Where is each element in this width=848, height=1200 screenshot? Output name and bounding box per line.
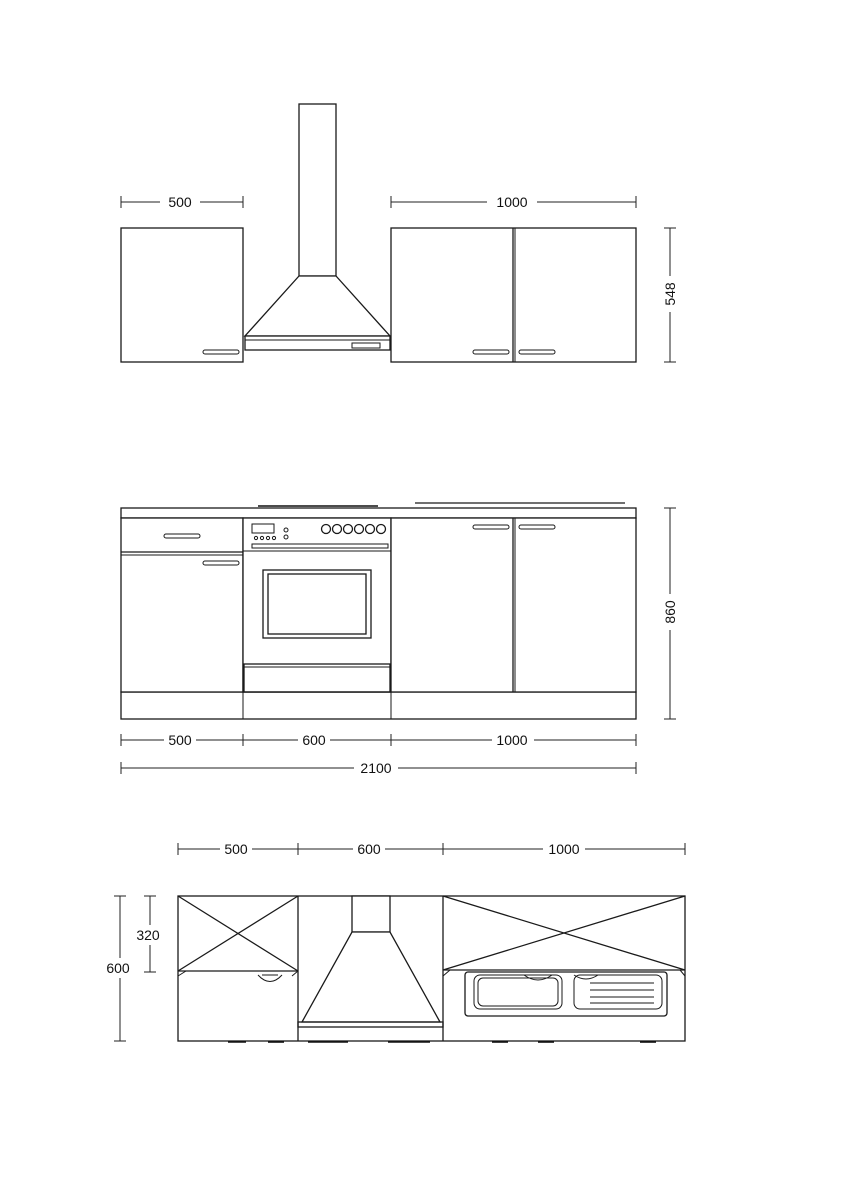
dim-label-lower-seg-2: 600 bbox=[302, 732, 326, 748]
dim-label-plan-seg-2: 600 bbox=[357, 841, 381, 857]
dim-lower-height bbox=[660, 508, 680, 719]
dim-label-plan-seg-1: 500 bbox=[224, 841, 248, 857]
base-cabinet-right bbox=[391, 518, 636, 692]
dim-label-plan-depth-upper: 320 bbox=[136, 927, 160, 943]
dim-label-plan-seg-3: 1000 bbox=[548, 841, 580, 857]
dim-label-lower-seg-1: 500 bbox=[168, 732, 192, 748]
dim-plan-depths bbox=[102, 896, 164, 1041]
dim-label-lower-seg-3: 1000 bbox=[496, 732, 528, 748]
dim-label-upper-height: 548 bbox=[662, 282, 678, 306]
wall-cabinet-right bbox=[391, 228, 636, 362]
dim-label-upper-right: 1000 bbox=[496, 194, 528, 210]
upper-elevation bbox=[121, 104, 680, 362]
dim-label-plan-depth-total: 600 bbox=[106, 960, 130, 976]
dim-upper-left-width bbox=[121, 192, 243, 212]
worktop bbox=[121, 508, 636, 518]
plinth bbox=[121, 692, 636, 719]
dim-lower-segments bbox=[121, 730, 636, 750]
dim-upper-right-width bbox=[391, 192, 636, 212]
dim-lower-total bbox=[121, 758, 636, 778]
dim-upper-height bbox=[660, 228, 680, 362]
dim-plan-segments bbox=[178, 839, 685, 859]
lower-elevation bbox=[121, 503, 680, 778]
base-cabinet-left bbox=[121, 518, 243, 692]
dim-label-upper-left: 500 bbox=[168, 194, 192, 210]
oven-unit bbox=[243, 518, 391, 692]
dim-label-lower-height: 860 bbox=[662, 600, 678, 624]
plan-view bbox=[102, 839, 685, 1042]
wall-cabinet-left bbox=[121, 228, 243, 362]
chimney-hood-elevation bbox=[245, 104, 390, 350]
dim-label-lower-total: 2100 bbox=[360, 760, 392, 776]
